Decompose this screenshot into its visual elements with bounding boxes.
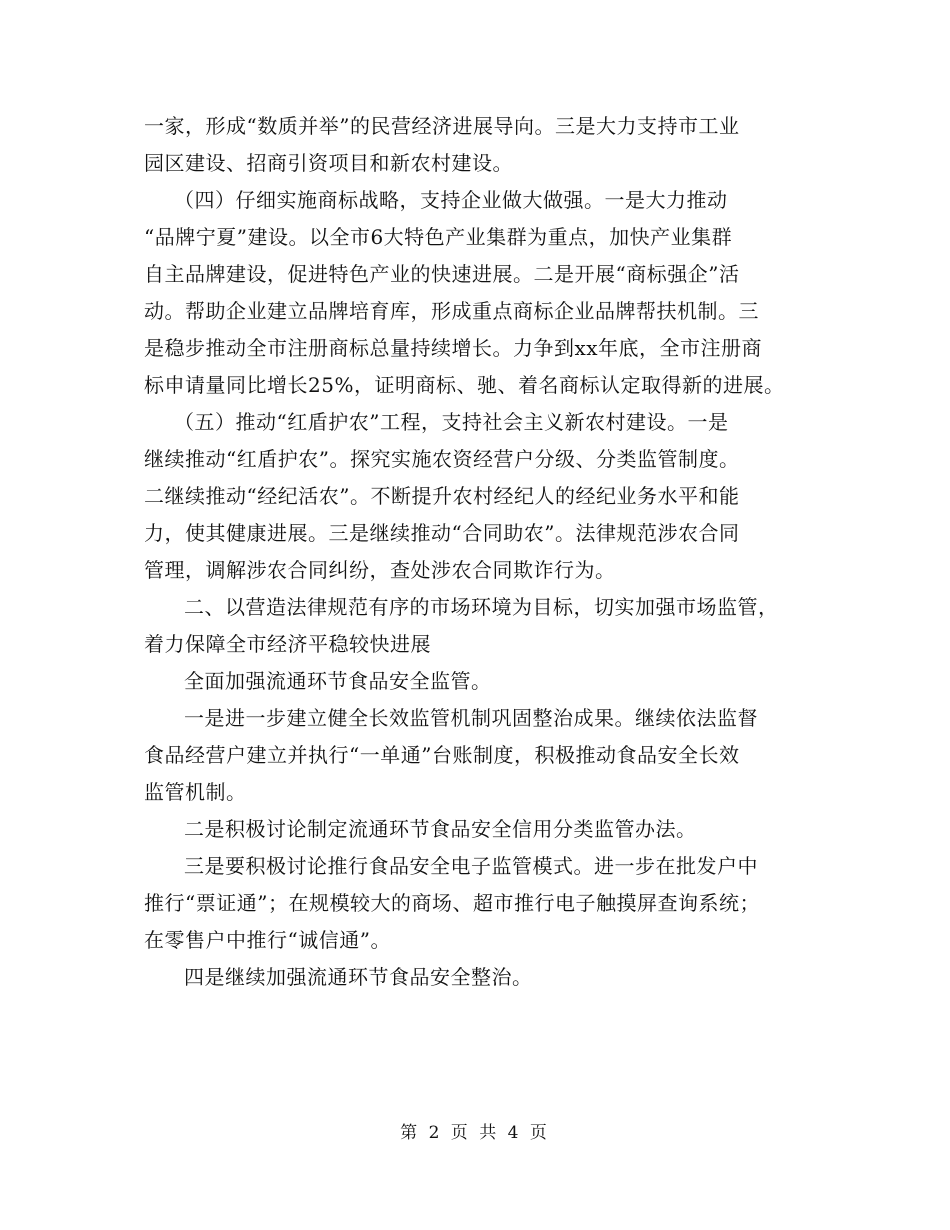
text-line: 食品经营户建立并执行“一单通”台账制度，积极推动食品安全长效 bbox=[144, 743, 740, 767]
text-line: 二是积极讨论制定流通环节食品安全信用分类监管办法。 bbox=[184, 817, 697, 841]
text-line: 全面加强流通环节食品安全监管。 bbox=[184, 669, 492, 693]
text-line: 一家，形成“数质并举”的民营经济进展导向。三是大力支持市工业 bbox=[144, 114, 740, 138]
text-line: 在零售户中推行“诚信通”。 bbox=[144, 928, 391, 952]
text-line: 标申请量同比增长25%，证明商标、驰、着名商标认定取得新的进展。 bbox=[144, 373, 785, 397]
text-line: 三是要积极讨论推行食品安全电子监管模式。进一步在批发户中 bbox=[184, 854, 758, 878]
text-line: 是稳步推动全市注册商标总量持续增长。力争到xx年底，全市注册商 bbox=[144, 336, 763, 360]
text-line: 力，使其健康进展。三是继续推动“合同助农”。法律规范涉农合同 bbox=[144, 521, 740, 545]
text-line: 二继续推动“经纪活农”。不断提升农村经纪人的经纪业务水平和能 bbox=[144, 484, 740, 508]
section-heading-line: 着力保障全市经济平稳较快进展 bbox=[144, 632, 431, 656]
page-number-footer: 第 2 页 共 4 页 bbox=[400, 1123, 550, 1143]
section-heading-line: 二、以营造法律规范有序的市场环境为目标，切实加强市场监管， bbox=[184, 595, 779, 619]
text-line: 管理，调解涉农合同纠纷，查处涉农合同欺诈行为。 bbox=[144, 558, 616, 582]
text-line: 监管机制。 bbox=[144, 780, 247, 804]
text-line: 继续推动“红盾护农”。探究实施农资经营户分级、分类监管制度。 bbox=[144, 447, 740, 471]
text-line: 一是进一步建立健全长效监管机制巩固整治成果。继续依法监督 bbox=[184, 706, 758, 730]
text-line: （五）推动“红盾护农”工程，支持社会主义新农村建设。一是 bbox=[174, 410, 729, 434]
text-line: （四）仔细实施商标战略，支持企业做大做强。一是大力推动 bbox=[174, 188, 728, 212]
text-line: 园区建设、招商引资项目和新农村建设。 bbox=[144, 151, 513, 175]
document-body bbox=[144, 108, 806, 996]
text-line: 自主品牌建设，促进特色产业的快速进展。二是开展“商标强企”活 bbox=[144, 262, 740, 286]
text-line: 动。帮助企业建立品牌培育库，形成重点商标企业品牌帮扶机制。三 bbox=[144, 299, 759, 323]
text-line: “品牌宁夏”建设。以全市6大特色产业集群为重点，加快产业集群 bbox=[144, 225, 733, 249]
text-line: 推行“票证通”；在规模较大的商场、超市推行电子触摸屏查询系统； bbox=[144, 891, 760, 915]
text-line: 四是继续加强流通环节食品安全整治。 bbox=[184, 965, 533, 989]
